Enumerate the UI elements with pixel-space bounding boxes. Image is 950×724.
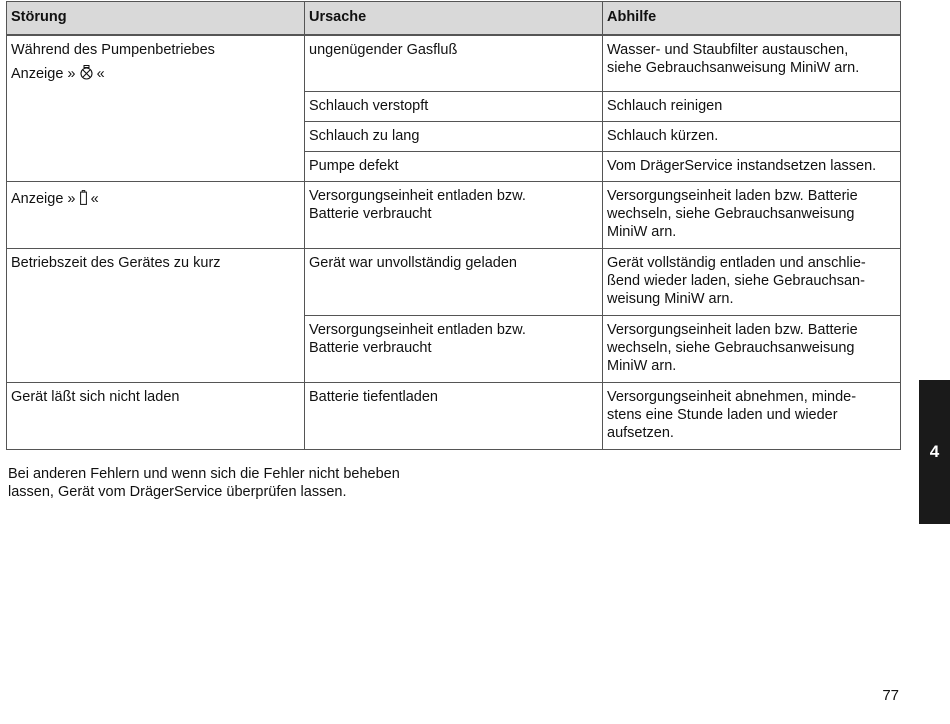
ursache-cell: ungenügender Gasfluß [305, 35, 603, 91]
stoerung-text: Während des Pumpenbetriebes [11, 42, 215, 58]
chapter-number: 4 [929, 442, 940, 461]
battery-empty-icon [80, 190, 87, 205]
pump-error-icon [80, 65, 93, 80]
ursache-cell: Schlauch zu lang [305, 121, 603, 151]
abhilfe-cell: Versorgungseinheit laden bzw. Batterie wechseln, siehe Gebrauchsanweisung MiniW arn. [603, 315, 901, 382]
chapter-tab [919, 380, 950, 524]
table-row [7, 382, 901, 449]
page-number: 77 [882, 687, 899, 704]
abhilfe-cell: Gerät vollständig entladen und anschlie- ßend wieder laden, siehe Gebrauchsan- weisung MiniW arn. [603, 248, 901, 315]
ursache-cell: Versorgungseinheit entladen bzw. Batterie verbraucht [305, 315, 603, 382]
ursache-cell: Versorgungseinheit entladen bzw. Batterie verbraucht [305, 181, 603, 248]
table-header-row [7, 2, 901, 36]
abhilfe-cell: Vom DrägerService instandsetzen lassen. [603, 151, 901, 181]
abhilfe-cell: Schlauch reinigen [603, 91, 901, 121]
stoerung-cell: Gerät läßt sich nicht laden [7, 382, 305, 449]
stoerung-cell [7, 181, 305, 248]
stoerung-display-line: Anzeige » « [11, 66, 105, 82]
stoerung-display-line: Anzeige » « [11, 190, 99, 207]
ursache-cell: Schlauch verstopft [305, 91, 603, 121]
header-ursache: Ursache [305, 2, 603, 36]
stoerung-cell: Betriebszeit des Gerätes zu kurz [7, 248, 305, 382]
table-row [7, 248, 901, 315]
ursache-cell: Gerät war unvollständig geladen [305, 248, 603, 315]
ursache-cell: Pumpe defekt [305, 151, 603, 181]
table-row [7, 35, 901, 91]
header-stoerung: Störung [7, 2, 305, 36]
general-notice: Bei anderen Fehlern und wenn sich die Fehler nicht beheben lassen, Gerät vom DrägerService überprüfen lassen. [8, 466, 400, 500]
abhilfe-cell: Schlauch kürzen. [603, 121, 901, 151]
troubleshooting-table [6, 1, 901, 450]
header-abhilfe: Abhilfe [603, 2, 901, 36]
table-row [7, 181, 901, 248]
stoerung-cell [7, 35, 305, 181]
abhilfe-cell: Versorgungseinheit laden bzw. Batterie wechseln, siehe Gebrauchsanweisung MiniW arn. [603, 181, 901, 248]
ursache-cell: Batterie tiefentladen [305, 382, 603, 449]
abhilfe-cell: Versorgungseinheit abnehmen, minde- stens eine Stunde laden und wieder aufsetzen. [603, 382, 901, 449]
abhilfe-cell: Wasser- und Staubfilter austauschen, siehe Gebrauchsanweisung MiniW arn. [603, 35, 901, 91]
